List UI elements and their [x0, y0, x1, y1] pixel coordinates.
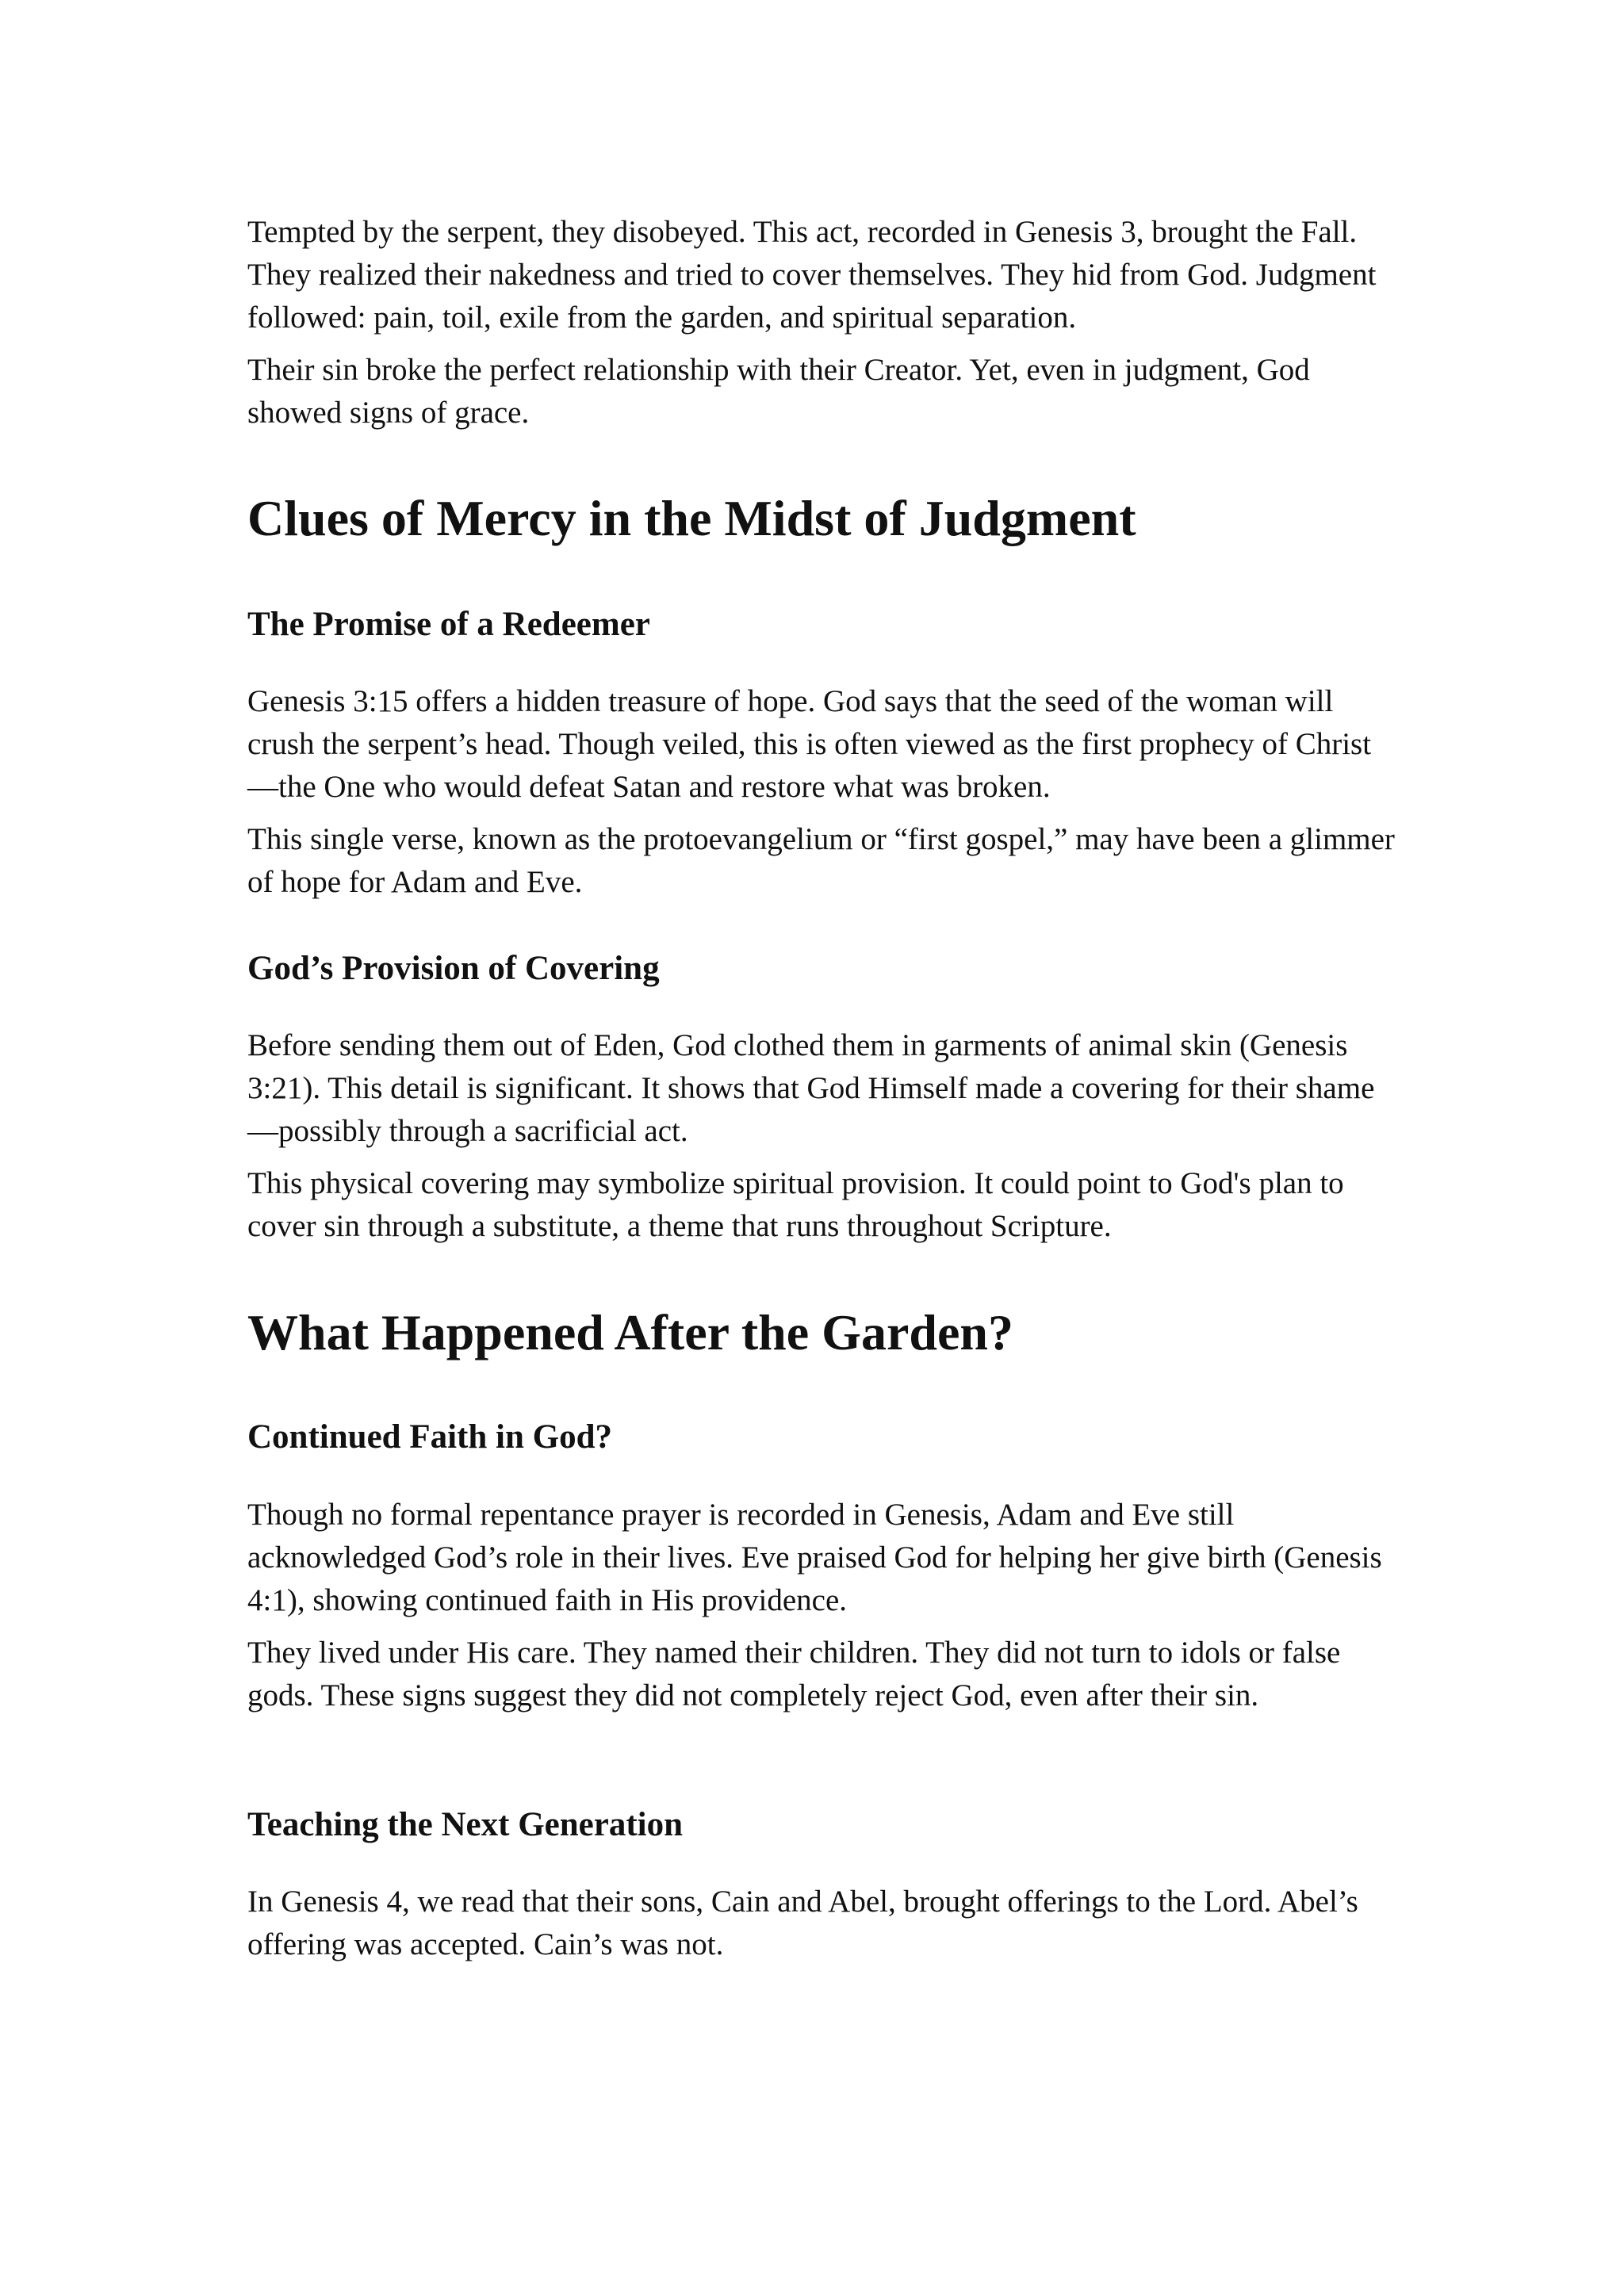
- paragraph: Their sin broke the perfect relationship with their Creator. Yet, even in judgment, God showed signs of grace.: [247, 353, 1310, 430]
- paragraph: Tempted by the serpent, they disobeyed. This act, recorded in Genesis 3, brought the Fall. They realized their nakedness and tried to cover themselves. They hid from God. Judgment followed: pain, toil, exile from the garden, and spiritual separation.: [247, 215, 1377, 335]
- redeemer-block: [247, 680, 1397, 904]
- paragraph: Though no formal repentance prayer is recorded in Genesis, Adam and Eve still acknowledged God’s role in their lives. Eve praised God for helping her give birth (Genesis 4:1), showing continued faith in His providence.: [247, 1498, 1382, 1617]
- faith-block: [247, 1494, 1397, 1717]
- paragraph: This single verse, known as the protoevangelium or “first gospel,” may have been a glimmer of hope for Adam and Eve.: [247, 822, 1395, 899]
- paragraph: They lived under His care. They named their children. They did not turn to idols or false gods. These signs suggest they did not completely reject God, even after their sin.: [247, 1636, 1341, 1712]
- subheading-teaching: Teaching the Next Generation: [247, 1806, 684, 1843]
- paragraph: This physical covering may symbolize spiritual provision. It could point to God's plan to cover sin through a substitute, a theme that runs throughout Scripture.: [247, 1166, 1344, 1243]
- subheading-redeemer: The Promise of a Redeemer: [247, 606, 650, 643]
- teaching-block: [247, 1881, 1397, 1966]
- subheading-covering: God’s Provision of Covering: [247, 950, 660, 987]
- covering-block: [247, 1024, 1397, 1248]
- paragraph: Before sending them out of Eden, God clothed them in garments of animal skin (Genesis 3:21). This detail is significant. It shows that God Himself made a covering for their shame—possibly through a sacrificial act.: [247, 1028, 1375, 1148]
- section-heading-mercy: Clues of Mercy in the Midst of Judgment: [247, 490, 1136, 546]
- intro-block: [247, 211, 1397, 434]
- section-heading-after: What Happened After the Garden?: [247, 1304, 1013, 1360]
- paragraph: Genesis 3:15 offers a hidden treasure of hope. God says that the seed of the woman will crush the serpent’s head. Though veiled, this is often viewed as the first prophecy of Christ—the One who would defeat Satan and restore what was broken.: [247, 684, 1372, 804]
- paragraph: In Genesis 4, we read that their sons, Cain and Abel, brought offerings to the Lord. Abel’s offering was accepted. Cain’s was not.: [247, 1885, 1358, 1961]
- subheading-faith: Continued Faith in God?: [247, 1418, 612, 1456]
